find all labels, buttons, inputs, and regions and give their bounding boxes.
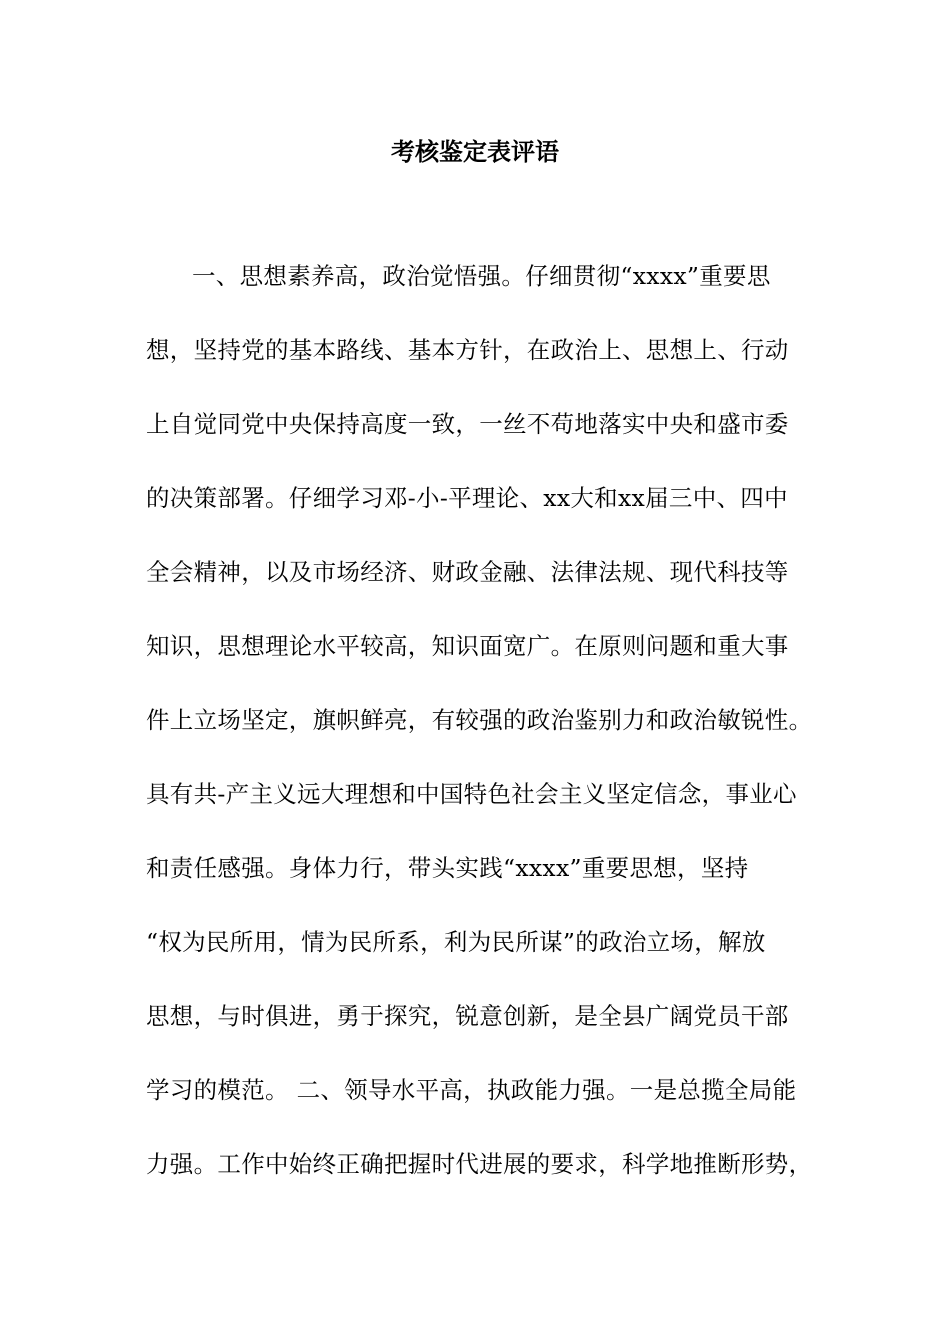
body-line: 学习的模范。 二、领导水平高，执政能力强。一是总揽全局能 <box>146 1076 797 1104</box>
body-line: 全会精神，以及市场经济、财政金融、法律法规、现代科技等 <box>146 558 789 586</box>
body-line: 的决策部署。仔细学习邓-小-平理论、xx大和xx届三中、四中 <box>146 484 788 512</box>
body-line: 上自觉同党中央保持高度一致，一丝不苟地落实中央和盛市委 <box>146 410 789 438</box>
body-line: 想，坚持党的基本路线、基本方针，在政治上、思想上、行动 <box>146 336 789 364</box>
body-line: 和责任感强。身体力行，带头实践“xxxx”重要思想，坚持 <box>146 854 749 882</box>
body-line: 知识，思想理论水平较高，知识面宽广。在原则问题和重大事 <box>146 632 789 660</box>
body-line: “权为民所用，情为民所系，利为民所谋”的政治立场，解放 <box>146 928 766 956</box>
body-line: 件上立场坚定，旗帜鲜亮，有较强的政治鉴别力和政治敏锐性。 <box>146 706 813 734</box>
body-line: 一、思想素养高，政治觉悟强。仔细贯彻“xxxx”重要思 <box>192 262 771 290</box>
document-title: 考核鉴定表评语 <box>391 137 559 166</box>
body-line: 力强。工作中始终正确把握时代进展的要求，科学地推断形势， <box>146 1150 813 1178</box>
body-line: 具有共-产主义远大理想和中国特色社会主义坚定信念，事业心 <box>146 780 797 808</box>
body-line: 思想，与时俱进，勇于探究，锐意创新，是全县广阔党员干部 <box>146 1002 789 1030</box>
document-body <box>146 256 826 1218</box>
